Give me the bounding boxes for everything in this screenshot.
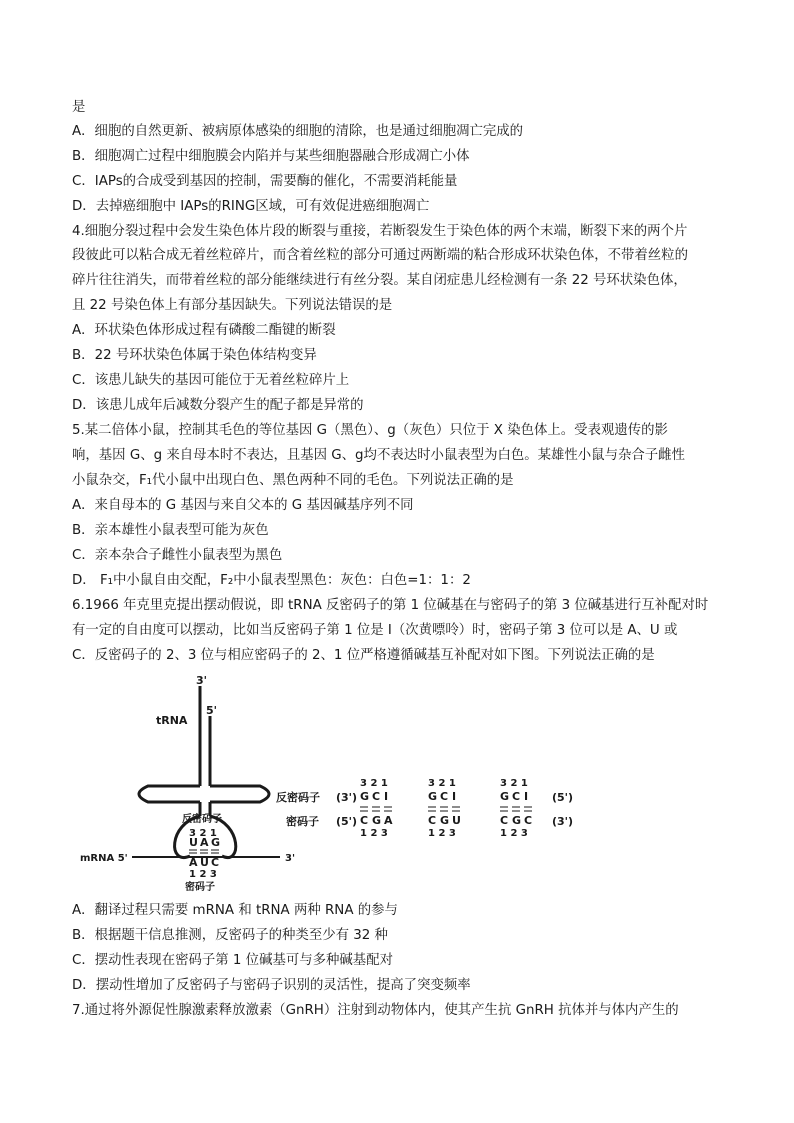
- q5-option-a: A．来自母本的 G 基因与来自父本的 G 基因碱基序列不同: [72, 498, 414, 513]
- option-d: D．去掉癌细胞中 IAPs的RING区域，可有效促进癌细胞凋亡: [72, 199, 430, 214]
- loop-pairing-ticks: [189, 850, 219, 853]
- mrna-label: mRNA 5': [80, 853, 128, 864]
- pair-1-anticodon-3: I: [384, 790, 389, 803]
- option-b: B．细胞凋亡过程中细胞膜会内陷并与某些细胞器融合形成凋亡小体: [72, 149, 470, 164]
- table-anticodon-5-end: (5'): [552, 791, 574, 804]
- question-5-line-2: 响，基因 G、g 来自母本时不表达，且基因 G、g均不表达时小鼠表型为白色。某雄性小鼠与杂合子雌性: [72, 448, 685, 463]
- pair-2-top-numbers: 3 2 1: [428, 778, 456, 789]
- trna-3-end-label: 3': [196, 676, 208, 687]
- pair-1-bottom-numbers: 1 2 3: [360, 828, 388, 839]
- q5-option-d: D． F₁中小鼠自由交配，F₂中小鼠表型黑色：灰色：白色=1：1：2: [72, 573, 471, 588]
- pair-group-2: [428, 778, 461, 839]
- table-anticodon-3-end: (3'): [336, 791, 358, 804]
- pair-3-codon-2: G: [512, 814, 522, 827]
- table-codon-3-end: (3'): [552, 815, 574, 828]
- pair-2-anticodon-2: C: [440, 790, 449, 803]
- question-5-line-1: 5.某二倍体小鼠，控制其毛色的等位基因 G（黑色）、g（灰色）只位于 X 染色体上。受表观遗传的影: [72, 423, 668, 438]
- loop-codon-base-2: U: [200, 856, 209, 869]
- table-codon-row-label: 密码子: [286, 815, 319, 828]
- pair-2-anticodon-3: I: [452, 790, 457, 803]
- pair-1-codon-1: C: [360, 814, 369, 827]
- pair-1-top-numbers: 3 2 1: [360, 778, 388, 789]
- loop-anticodon-base-2: A: [200, 836, 209, 849]
- question-4-line-3: 碎片往往消失，而带着丝粒的部分能继续进行有丝分裂。某自闭症患儿经检测有一条 22 号环状染色体，: [72, 273, 687, 288]
- q4-option-a: A．环状染色体形成过程有磷酸二酯键的断裂: [72, 323, 336, 338]
- pair-3-codon-3: C: [524, 814, 533, 827]
- loop-codon-label: 密码子: [185, 882, 215, 893]
- option-c: C．IAPs的合成受到基因的控制，需要酶的催化，不需要消耗能量: [72, 174, 458, 189]
- option-a: A．细胞的自然更新、被病原体感染的细胞的清除，也是通过细胞凋亡完成的: [72, 124, 524, 139]
- pair-3-bottom-numbers: 1 2 3: [500, 828, 528, 839]
- question-7-line-1: 7.通过将外源促性腺激素释放激素（GnRH）注射到动物体内，使其产生抗 GnRH 抗体并与体内产生的: [72, 1003, 679, 1018]
- question-4-line-4: 且 22 号染色体上有部分基因缺失。下列说法错误的是: [72, 298, 393, 313]
- loop-anticodon-label: 反密码子: [182, 814, 222, 825]
- loop-anticodon-base-1: U: [189, 836, 198, 849]
- pair-1-codon-2: G: [372, 814, 382, 827]
- question-4-line-2: 段彼此可以粘合成无着丝粒碎片，而含着丝粒的部分可通过两断端的粘合形成环状染色体，不带着丝粒的: [72, 248, 688, 263]
- pair-2-codon-3: U: [452, 814, 461, 827]
- q6-option-b: B．根据题干信息推测，反密码子的种类至少有 32 种: [72, 928, 388, 943]
- pair-3-anticodon-1: G: [500, 790, 510, 803]
- pair-2-codon-1: C: [428, 814, 437, 827]
- pair-2-bottom-numbers: 1 2 3: [428, 828, 456, 839]
- q4-option-c: C．该患儿缺失的基因可能位于无着丝粒碎片上: [72, 373, 350, 388]
- loop-codon-base-1: A: [189, 856, 198, 869]
- pair-3-top-numbers: 3 2 1: [500, 778, 528, 789]
- pair-3-anticodon-3: I: [524, 790, 529, 803]
- question-6-line-3: C．反密码子的 2、3 位与相应密码子的 2、1 位严格遵循碱基互补配对如下图。下列说法正确的是: [72, 648, 655, 663]
- pair-3-anticodon-2: C: [512, 790, 521, 803]
- q5-option-c: C．亲本杂合子雌性小鼠表型为黑色: [72, 548, 283, 563]
- loop-codon-numbers: 1 2 3: [189, 869, 217, 880]
- loop-top-numbers: 3 2 1: [189, 828, 217, 839]
- q6-option-c: C．摆动性表现在密码子第 1 位碱基可与多种碱基配对: [72, 953, 393, 968]
- pair-3-codon-1: C: [500, 814, 509, 827]
- q4-option-d: D．该患儿成年后减数分裂产生的配子都是异常的: [72, 398, 364, 413]
- q4-option-b: B．22 号环状染色体属于染色体结构变异: [72, 348, 317, 363]
- trna-label: tRNA: [156, 714, 188, 727]
- q5-option-b: B．亲本雄性小鼠表型可能为灰色: [72, 523, 269, 538]
- pair-group-1: [360, 778, 393, 839]
- mrna-3-end-label: 3': [285, 853, 296, 864]
- pair-group-3: [500, 778, 532, 839]
- loop-codon-base-3: C: [211, 856, 220, 869]
- trna-wobble-figure: [60, 676, 620, 896]
- q6-option-d: D．摆动性增加了反密码子与密码子识别的灵活性，提高了突变频率: [72, 978, 471, 993]
- pair-2-anticodon-1: G: [428, 790, 438, 803]
- pair-1-codon-3: A: [384, 814, 393, 827]
- question-5-line-3: 小鼠杂交，F₁代小鼠中出现白色、黑色两种不同的毛色。下列说法正确的是: [72, 473, 514, 488]
- question-6-line-1: 6.1966 年克里克提出摆动假说，即 tRNA 反密码子的第 1 位碱基在与密码子的第 3 位碱基进行互补配对时: [72, 598, 709, 613]
- table-pairing-ticks: [360, 807, 532, 811]
- trna-5-end-label: 5': [206, 704, 218, 717]
- pair-1-anticodon-2: C: [372, 790, 381, 803]
- loop-anticodon-base-3: G: [211, 836, 221, 849]
- q6-option-a: A．翻译过程只需要 mRNA 和 tRNA 两种 RNA 的参与: [72, 903, 398, 918]
- question-6-line-2: 有一定的自由度可以摆动，比如当反密码子第 1 位是 I（次黄嘌呤）时，密码子第 3 位可以是 A、U 或: [72, 623, 678, 638]
- table-anticodon-row-label: 反密码子: [276, 791, 320, 804]
- question-4-line-1: 4.细胞分裂过程中会发生染色体片段的断裂与重接，若断裂发生于染色体的两个末端，断裂下来的两个片: [72, 224, 688, 239]
- line-0: 是: [72, 100, 86, 115]
- pair-2-codon-2: G: [440, 814, 450, 827]
- table-codon-5-end: (5'): [336, 815, 358, 828]
- pair-1-anticodon-1: G: [360, 790, 370, 803]
